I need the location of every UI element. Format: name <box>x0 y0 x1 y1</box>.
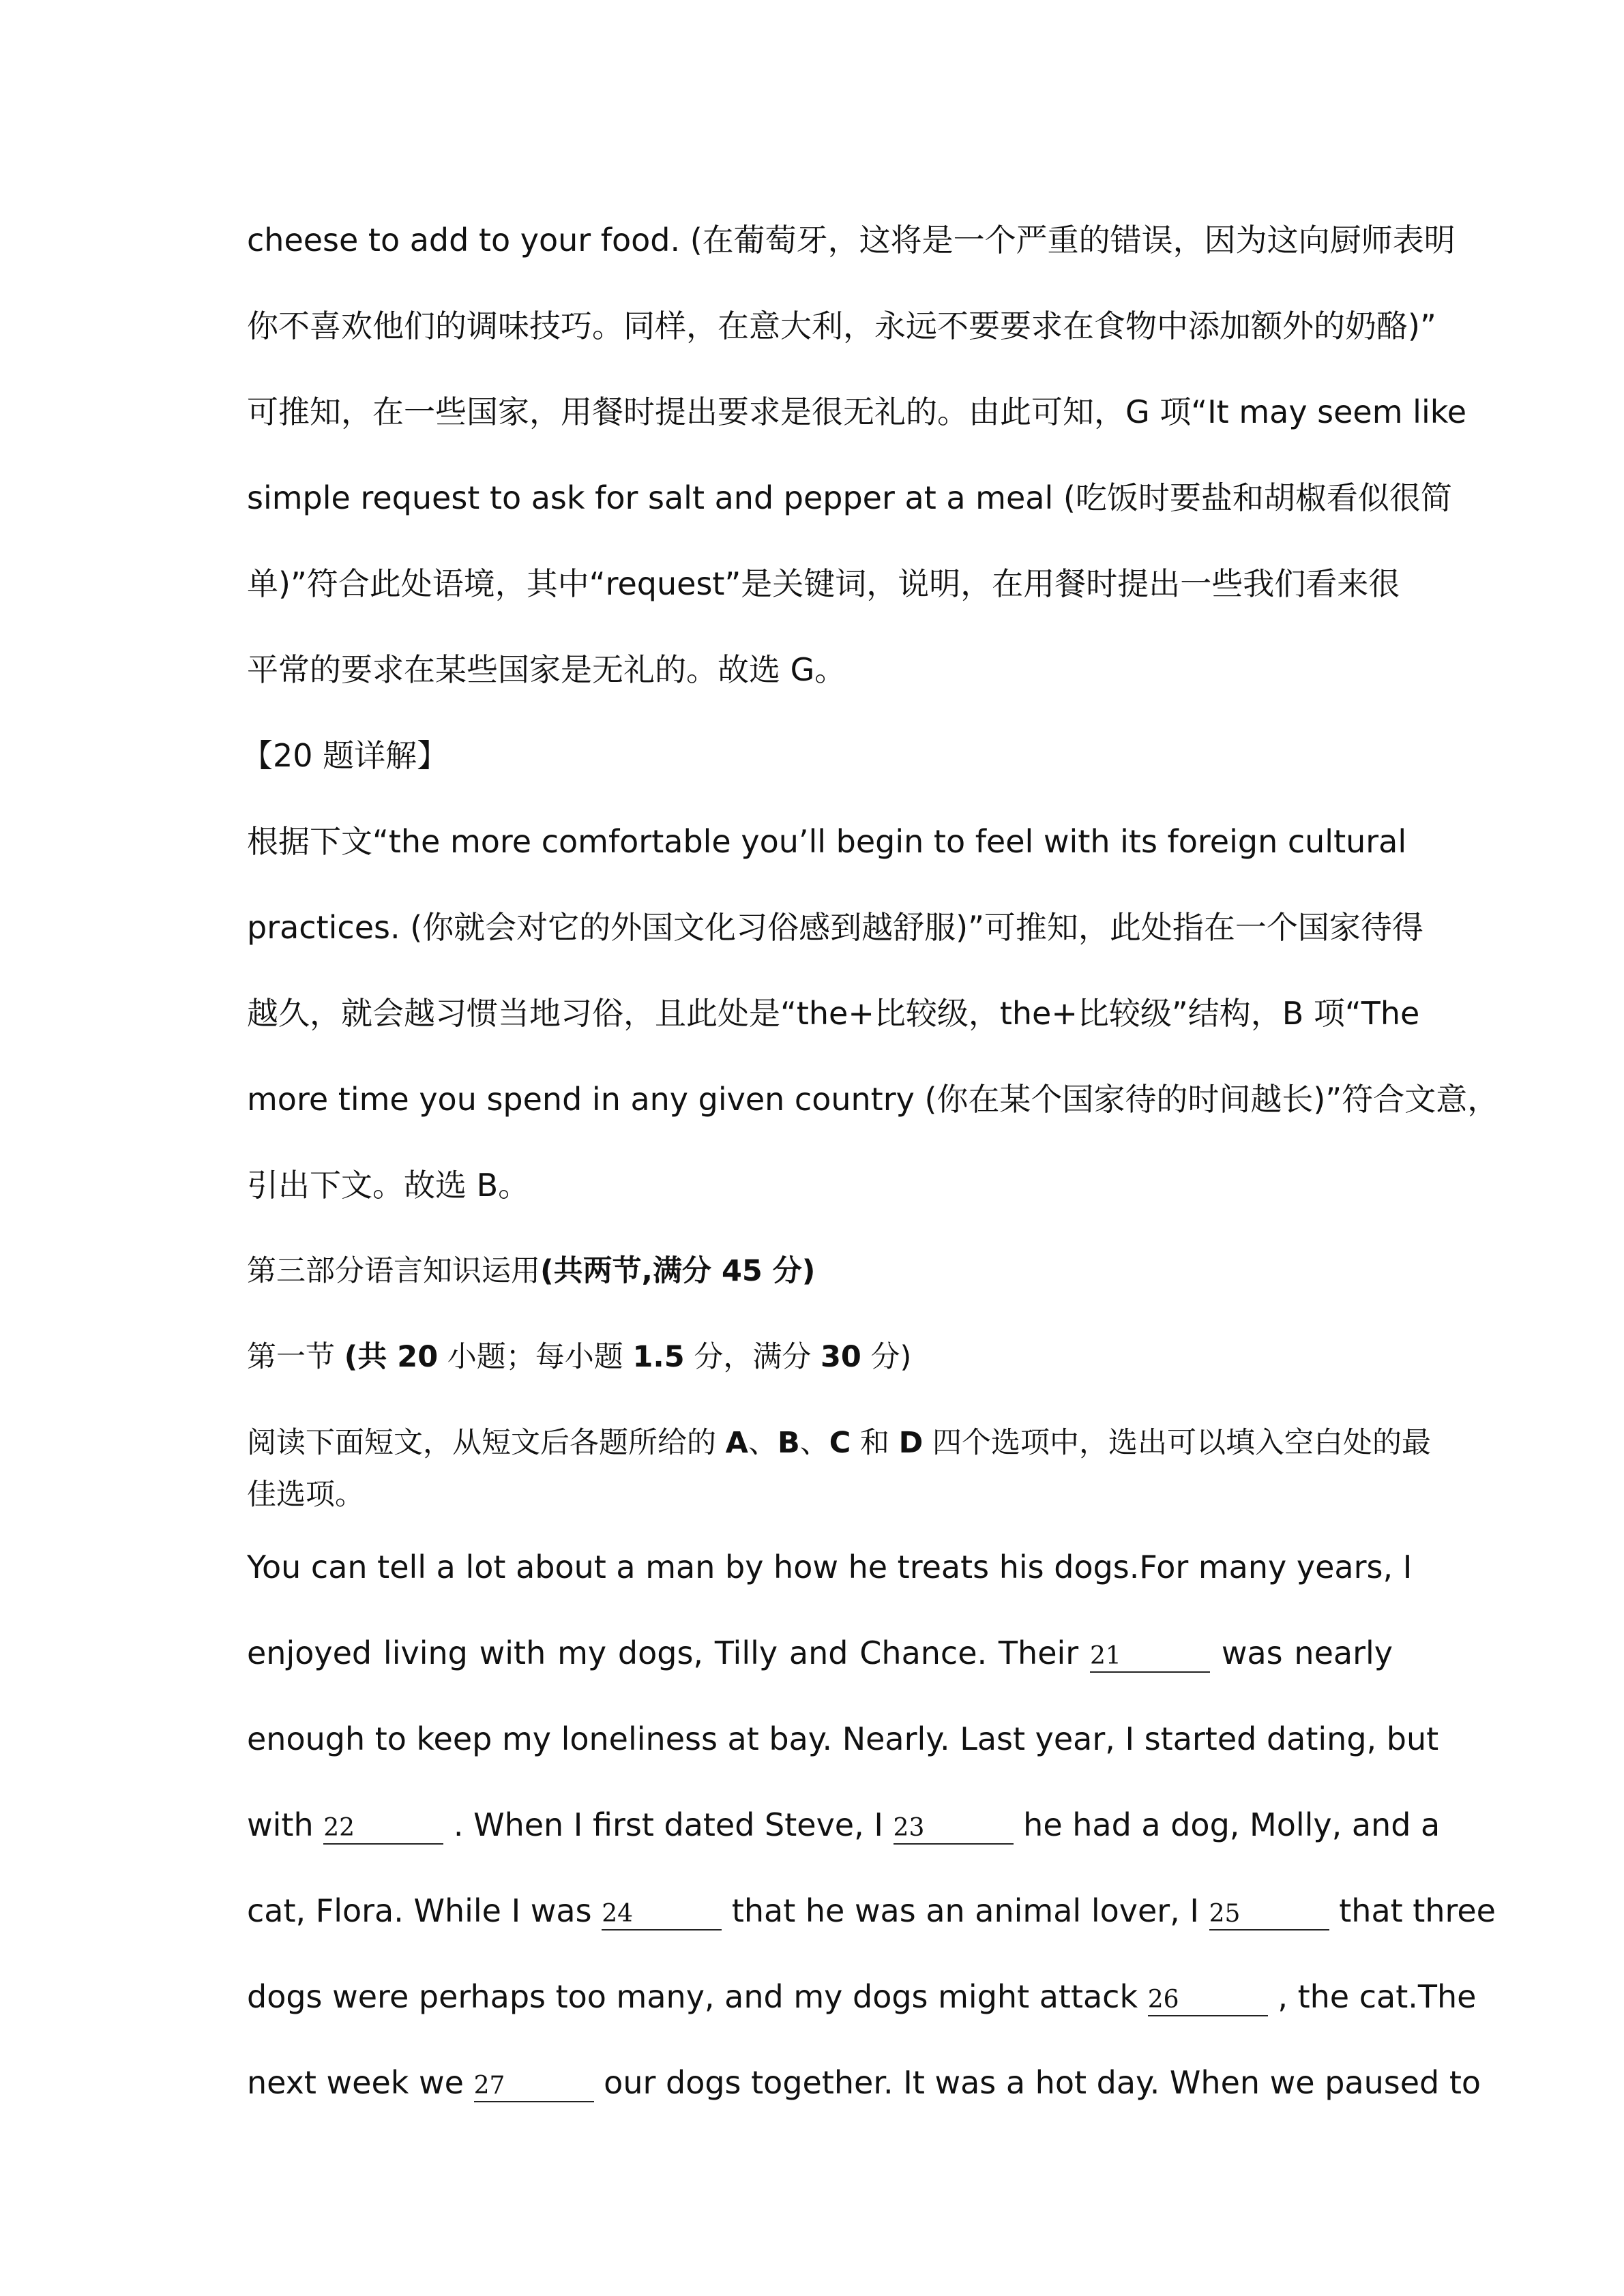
option-d-label: D <box>898 1426 924 1460</box>
blank-22: 22 <box>323 1813 443 1845</box>
section-one-total: 30 <box>821 1340 861 1374</box>
question-20-heading: 【20 题详解】 <box>241 737 449 774</box>
explanation-line-3: 可推知，在一些国家，用餐时提出要求是很无礼的。由此可知，G 项“It may seem like <box>247 393 1467 430</box>
blank-26: 26 <box>1148 1985 1268 2016</box>
part-three-title: 第三部分语言知识运用 <box>247 1254 540 1288</box>
passage-line-2 <box>247 1632 1393 1673</box>
section-one-title: 第一节 <box>247 1340 344 1374</box>
explanation-line-2: 你不喜欢他们的调味技巧。同样，在意大利，永远不要要求在食物中添加额外的奶酪)” <box>247 308 1436 344</box>
blank-24: 24 <box>602 1899 722 1930</box>
instructions-text-2: 四个选项中，选出可以填入空白处的最 <box>923 1426 1432 1460</box>
blank-21: 21 <box>1090 1641 1210 1673</box>
explanation-20-line-2: practices. (你就会对它的外国文化习俗感到越舒服)”可推知，此处指在一个国家待得 <box>247 909 1423 946</box>
part-three-score: (共两节,满分 45 分) <box>540 1254 816 1288</box>
passage-text: that three <box>1329 1892 1496 1929</box>
explanation-line-4: simple request to ask for salt and pepper at a meal (吃饭时要盐和胡椒看似很简 <box>247 479 1452 516</box>
option-c-label: C <box>829 1426 851 1460</box>
explanation-20-line-3: 越久，就会越习惯当地习俗，且此处是“the+比较级，the+比较级”结构，B 项“The <box>247 995 1420 1032</box>
option-a-label: A <box>725 1426 748 1460</box>
passage-text: with <box>247 1806 324 1843</box>
instructions-and: 和 <box>851 1426 899 1460</box>
passage-text: our dogs together. It was a hot day. When we paused to <box>593 2064 1481 2101</box>
blank-27: 27 <box>474 2071 594 2102</box>
passage-line-4 <box>247 1804 1441 1845</box>
passage-line-1: You can tell a lot about a man by how he treats his dogs.For many years, I <box>247 1549 1413 1585</box>
section-one-text-1: 小题；每小题 <box>438 1340 633 1374</box>
passage-line-7 <box>247 2062 1481 2103</box>
passage-text: dogs were perhaps too many, and my dogs might attack <box>247 1978 1148 2015</box>
explanation-20-line-4: more time you spend in any given country (你在某个国家待的时间越长)”符合文意， <box>247 1081 1499 1118</box>
passage-text: he had a dog, Molly, and a <box>1013 1806 1441 1843</box>
passage-line-3: enough to keep my loneliness at bay. Nearly. Last year, I started dating, but <box>247 1720 1439 1757</box>
section-one-count: (共 20 <box>344 1340 439 1374</box>
instructions-line-1 <box>247 1422 1432 1463</box>
passage-text: next week we <box>247 2064 474 2101</box>
passage-text: was nearly <box>1210 1635 1393 1671</box>
explanation-line-6: 平常的要求在某些国家是无礼的。故选 G。 <box>247 651 846 688</box>
section-one-heading <box>247 1337 1393 1377</box>
section-one-text-3: 分) <box>861 1340 912 1374</box>
explanation-line-1: cheese to add to your food. (在葡萄牙，这将是一个严重的错误，因为这向厨师表明 <box>247 222 1456 258</box>
instructions-line-2: 佳选项。 <box>247 1478 364 1512</box>
explanation-20-line-5: 引出下文。故选 B。 <box>247 1167 530 1204</box>
part-three-heading <box>247 1251 1393 1292</box>
blank-25: 25 <box>1209 1899 1329 1930</box>
passage-line-6 <box>247 1976 1477 2017</box>
passage-text: enjoyed living with my dogs, Tilly and Chance. Their <box>247 1635 1091 1671</box>
blank-23: 23 <box>894 1813 1014 1845</box>
explanation-line-5: 单)”符合此处语境，其中“request”是关键词，说明，在用餐时提出一些我们看来很 <box>247 565 1400 602</box>
instructions-sep-1: 、 <box>748 1426 778 1460</box>
passage-line-5 <box>247 1890 1496 1931</box>
option-b-label: B <box>777 1426 800 1460</box>
section-one-text-2: 分，满分 <box>684 1340 821 1374</box>
passage-text: . When I first dated Steve, I <box>443 1806 894 1843</box>
instructions-text-1: 阅读下面短文，从短文后各题所给的 <box>247 1426 726 1460</box>
passage-text: that he was an animal lover, I <box>722 1892 1209 1929</box>
explanation-20-line-1: 根据下文“the more comfortable you’ll begin to feel with its foreign cultural <box>247 823 1407 860</box>
passage-text: , the cat.The <box>1267 1978 1477 2015</box>
instructions-sep-2: 、 <box>799 1426 829 1460</box>
passage-text: cat, Flora. While I was <box>247 1892 602 1929</box>
section-one-points: 1.5 <box>632 1340 685 1374</box>
